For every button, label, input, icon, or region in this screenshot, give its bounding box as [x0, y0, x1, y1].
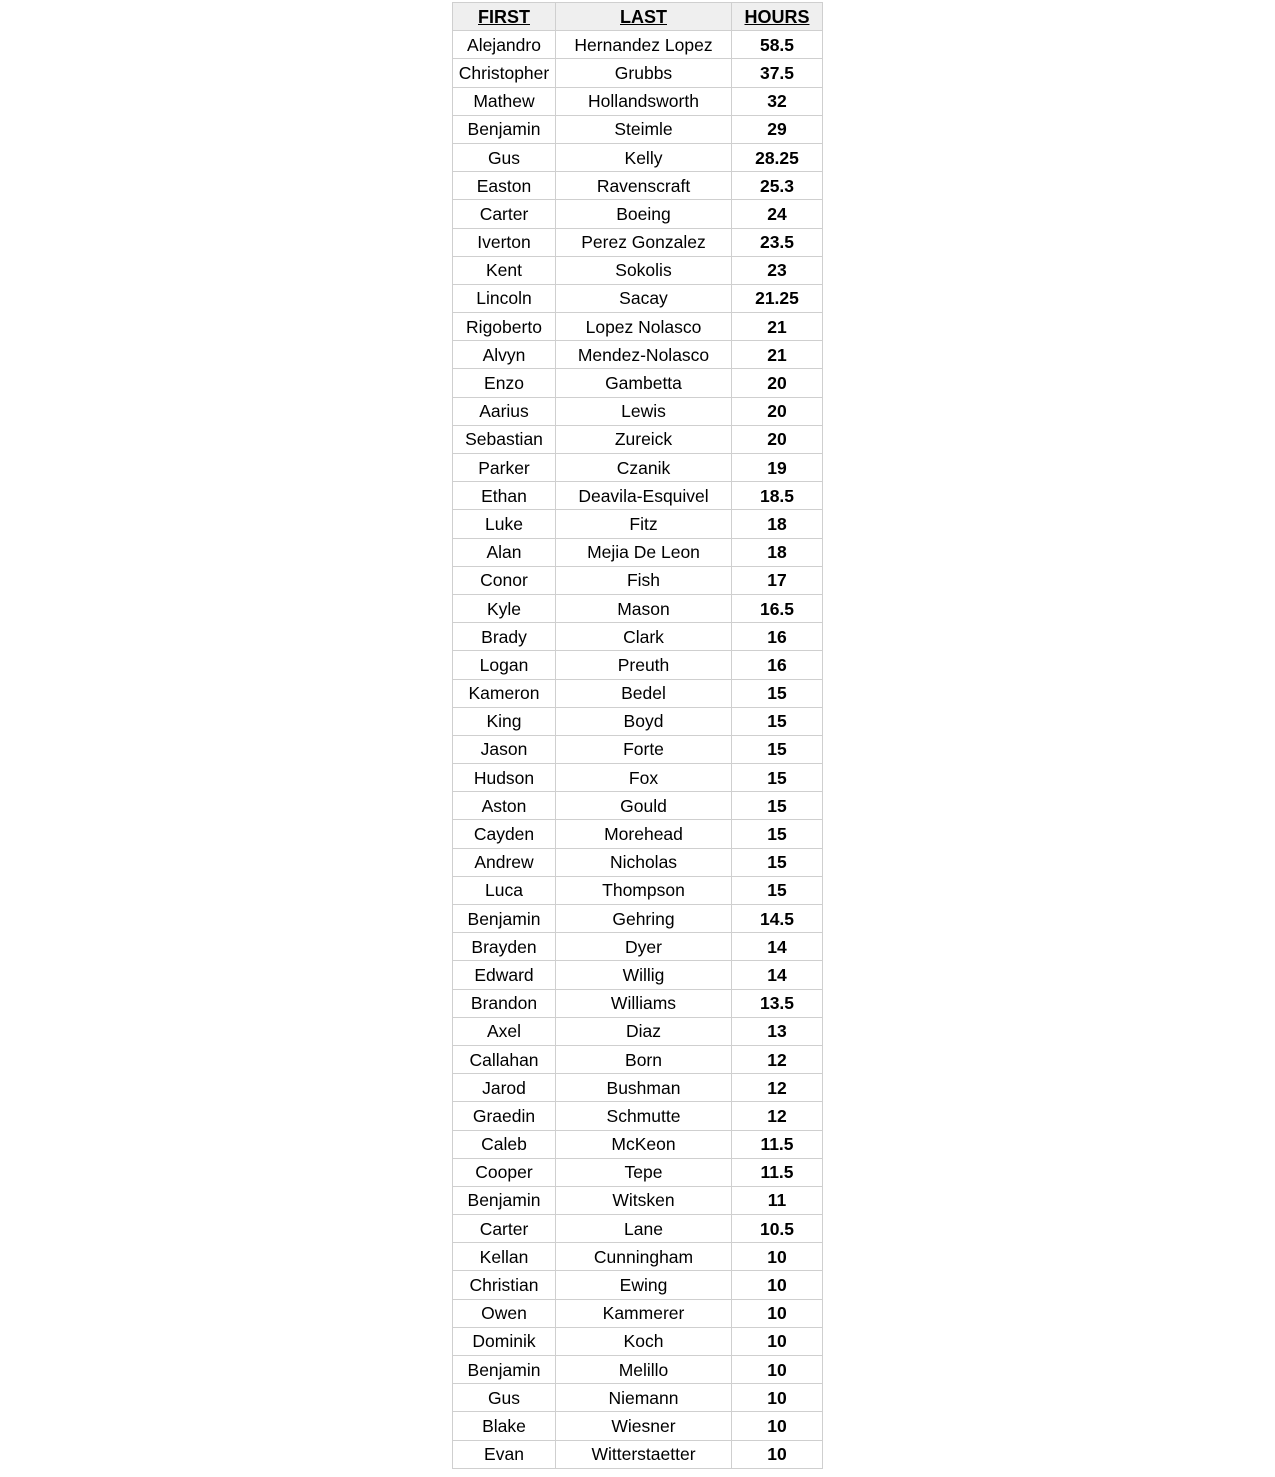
table-row: [453, 1045, 823, 1073]
hours-cell: 14: [732, 933, 823, 961]
hours-cell: 15: [732, 876, 823, 904]
first-name-cell: Easton: [453, 172, 556, 200]
first-name-cell: Hudson: [453, 764, 556, 792]
table-row: [453, 1356, 823, 1384]
table-row: [453, 1327, 823, 1355]
first-name-cell: Benjamin: [453, 1186, 556, 1214]
table-row: [453, 1215, 823, 1243]
last-name-cell: Mejia De Leon: [556, 538, 732, 566]
last-name-cell: McKeon: [556, 1130, 732, 1158]
hours-cell: 29: [732, 115, 823, 143]
table-row: [453, 876, 823, 904]
last-name-cell: Preuth: [556, 651, 732, 679]
first-name-cell: Conor: [453, 566, 556, 594]
first-name-cell: Andrew: [453, 848, 556, 876]
hours-cell: 14.5: [732, 905, 823, 933]
last-name-cell: Perez Gonzalez: [556, 228, 732, 256]
first-name-cell: Brayden: [453, 933, 556, 961]
hours-cell: 16: [732, 651, 823, 679]
column-header-hours: HOURS: [732, 3, 823, 31]
first-name-cell: Luke: [453, 510, 556, 538]
last-name-cell: Willig: [556, 961, 732, 989]
first-name-cell: Dominik: [453, 1327, 556, 1355]
hours-cell: 58.5: [732, 31, 823, 59]
last-name-cell: Dyer: [556, 933, 732, 961]
first-name-cell: Jarod: [453, 1074, 556, 1102]
last-name-cell: Nicholas: [556, 848, 732, 876]
table-row: [453, 989, 823, 1017]
last-name-cell: Niemann: [556, 1384, 732, 1412]
table-row: [453, 454, 823, 482]
last-name-cell: Lopez Nolasco: [556, 313, 732, 341]
first-name-cell: Callahan: [453, 1045, 556, 1073]
hours-cell: 10: [732, 1412, 823, 1440]
table-row: [453, 1017, 823, 1045]
first-name-cell: Rigoberto: [453, 313, 556, 341]
last-name-cell: Mason: [556, 594, 732, 622]
table-row: [453, 961, 823, 989]
table-row: [453, 848, 823, 876]
table-row: [453, 31, 823, 59]
first-name-cell: Enzo: [453, 369, 556, 397]
hours-cell: 10: [732, 1271, 823, 1299]
hours-cell: 18: [732, 510, 823, 538]
first-name-cell: Cooper: [453, 1158, 556, 1186]
table-row: [453, 707, 823, 735]
header-row: [453, 3, 823, 31]
first-name-cell: Gus: [453, 143, 556, 171]
hours-cell: 15: [732, 820, 823, 848]
last-name-cell: Steimle: [556, 115, 732, 143]
first-name-cell: Kent: [453, 256, 556, 284]
hours-cell: 15: [732, 679, 823, 707]
last-name-cell: Gambetta: [556, 369, 732, 397]
table-row: [453, 566, 823, 594]
table-row: [453, 256, 823, 284]
last-name-cell: Sokolis: [556, 256, 732, 284]
first-name-cell: Alan: [453, 538, 556, 566]
hours-cell: 18: [732, 538, 823, 566]
column-header-last: LAST: [556, 3, 732, 31]
hours-cell: 15: [732, 764, 823, 792]
first-name-cell: Benjamin: [453, 905, 556, 933]
first-name-cell: Aarius: [453, 397, 556, 425]
first-name-cell: Ethan: [453, 482, 556, 510]
first-name-cell: Christopher: [453, 59, 556, 87]
first-name-cell: Owen: [453, 1299, 556, 1327]
table-row: [453, 764, 823, 792]
table-row: [453, 623, 823, 651]
last-name-cell: Williams: [556, 989, 732, 1017]
first-name-cell: Evan: [453, 1440, 556, 1468]
hours-cell: 11.5: [732, 1158, 823, 1186]
last-name-cell: Hernandez Lopez: [556, 31, 732, 59]
hours-cell: 15: [732, 735, 823, 763]
last-name-cell: Hollandsworth: [556, 87, 732, 115]
hours-cell: 17: [732, 566, 823, 594]
table-row: [453, 228, 823, 256]
table-row: [453, 425, 823, 453]
hours-cell: 21: [732, 341, 823, 369]
last-name-cell: Gould: [556, 792, 732, 820]
table-row: [453, 59, 823, 87]
hours-cell: 12: [732, 1045, 823, 1073]
hours-cell: 10: [732, 1327, 823, 1355]
table-row: [453, 369, 823, 397]
last-name-cell: Deavila-Esquivel: [556, 482, 732, 510]
first-name-cell: Aston: [453, 792, 556, 820]
hours-cell: 12: [732, 1102, 823, 1130]
hours-cell: 20: [732, 397, 823, 425]
last-name-cell: Witsken: [556, 1186, 732, 1214]
first-name-cell: Jason: [453, 735, 556, 763]
table-row: [453, 594, 823, 622]
first-name-cell: Axel: [453, 1017, 556, 1045]
last-name-cell: Bushman: [556, 1074, 732, 1102]
last-name-cell: Kammerer: [556, 1299, 732, 1327]
hours-cell: 18.5: [732, 482, 823, 510]
last-name-cell: Zureick: [556, 425, 732, 453]
last-name-cell: Wiesner: [556, 1412, 732, 1440]
last-name-cell: Witterstaetter: [556, 1440, 732, 1468]
last-name-cell: Tepe: [556, 1158, 732, 1186]
table-row: [453, 1130, 823, 1158]
first-name-cell: Mathew: [453, 87, 556, 115]
last-name-cell: Clark: [556, 623, 732, 651]
first-name-cell: Kyle: [453, 594, 556, 622]
hours-cell: 10: [732, 1356, 823, 1384]
last-name-cell: Morehead: [556, 820, 732, 848]
table-row: [453, 1158, 823, 1186]
first-name-cell: Benjamin: [453, 115, 556, 143]
first-name-cell: Edward: [453, 961, 556, 989]
hours-table: [452, 2, 823, 1469]
first-name-cell: Christian: [453, 1271, 556, 1299]
table-row: [453, 200, 823, 228]
hours-cell: 16.5: [732, 594, 823, 622]
first-name-cell: Alejandro: [453, 31, 556, 59]
first-name-cell: Carter: [453, 1215, 556, 1243]
last-name-cell: Koch: [556, 1327, 732, 1355]
last-name-cell: Fox: [556, 764, 732, 792]
hours-cell: 10: [732, 1299, 823, 1327]
first-name-cell: Sebastian: [453, 425, 556, 453]
last-name-cell: Lane: [556, 1215, 732, 1243]
table-row: [453, 1243, 823, 1271]
hours-cell: 20: [732, 425, 823, 453]
hours-cell: 13.5: [732, 989, 823, 1017]
first-name-cell: Luca: [453, 876, 556, 904]
table-row: [453, 284, 823, 312]
hours-cell: 13: [732, 1017, 823, 1045]
last-name-cell: Czanik: [556, 454, 732, 482]
table-row: [453, 1412, 823, 1440]
hours-cell: 12: [732, 1074, 823, 1102]
hours-cell: 28.25: [732, 143, 823, 171]
table-row: [453, 1384, 823, 1412]
table-row: [453, 735, 823, 763]
first-name-cell: Carter: [453, 200, 556, 228]
first-name-cell: Kellan: [453, 1243, 556, 1271]
first-name-cell: Alvyn: [453, 341, 556, 369]
table-row: [453, 1299, 823, 1327]
table-row: [453, 510, 823, 538]
last-name-cell: Ravenscraft: [556, 172, 732, 200]
table-row: [453, 341, 823, 369]
first-name-cell: Brady: [453, 623, 556, 651]
last-name-cell: Forte: [556, 735, 732, 763]
table-row: [453, 538, 823, 566]
first-name-cell: Parker: [453, 454, 556, 482]
hours-cell: 23.5: [732, 228, 823, 256]
first-name-cell: Caleb: [453, 1130, 556, 1158]
hours-cell: 21: [732, 313, 823, 341]
last-name-cell: Cunningham: [556, 1243, 732, 1271]
first-name-cell: Cayden: [453, 820, 556, 848]
first-name-cell: Brandon: [453, 989, 556, 1017]
table-row: [453, 820, 823, 848]
last-name-cell: Grubbs: [556, 59, 732, 87]
table-row: [453, 115, 823, 143]
hours-cell: 24: [732, 200, 823, 228]
first-name-cell: Blake: [453, 1412, 556, 1440]
hours-cell: 20: [732, 369, 823, 397]
first-name-cell: Lincoln: [453, 284, 556, 312]
hours-cell: 19: [732, 454, 823, 482]
hours-cell: 21.25: [732, 284, 823, 312]
table-row: [453, 1271, 823, 1299]
hours-cell: 32: [732, 87, 823, 115]
table-row: [453, 1102, 823, 1130]
last-name-cell: Ewing: [556, 1271, 732, 1299]
first-name-cell: Iverton: [453, 228, 556, 256]
last-name-cell: Boeing: [556, 200, 732, 228]
first-name-cell: Kameron: [453, 679, 556, 707]
hours-cell: 15: [732, 848, 823, 876]
first-name-cell: Benjamin: [453, 1356, 556, 1384]
last-name-cell: Born: [556, 1045, 732, 1073]
hours-cell: 10: [732, 1384, 823, 1412]
table-row: [453, 792, 823, 820]
hours-cell: 14: [732, 961, 823, 989]
last-name-cell: Melillo: [556, 1356, 732, 1384]
first-name-cell: King: [453, 707, 556, 735]
hours-cell: 25.3: [732, 172, 823, 200]
last-name-cell: Mendez-Nolasco: [556, 341, 732, 369]
table-row: [453, 1440, 823, 1468]
first-name-cell: Logan: [453, 651, 556, 679]
table-body: [453, 31, 823, 1469]
column-header-first: FIRST: [453, 3, 556, 31]
last-name-cell: Fish: [556, 566, 732, 594]
last-name-cell: Bedel: [556, 679, 732, 707]
table-row: [453, 143, 823, 171]
last-name-cell: Sacay: [556, 284, 732, 312]
table-row: [453, 87, 823, 115]
hours-cell: 10: [732, 1243, 823, 1271]
table-row: [453, 397, 823, 425]
table-row: [453, 172, 823, 200]
table-row: [453, 482, 823, 510]
hours-cell: 10: [732, 1440, 823, 1468]
table-row: [453, 905, 823, 933]
hours-cell: 37.5: [732, 59, 823, 87]
table-row: [453, 1074, 823, 1102]
last-name-cell: Gehring: [556, 905, 732, 933]
hours-cell: 11: [732, 1186, 823, 1214]
table-row: [453, 933, 823, 961]
hours-cell: 23: [732, 256, 823, 284]
hours-cell: 11.5: [732, 1130, 823, 1158]
last-name-cell: Thompson: [556, 876, 732, 904]
last-name-cell: Lewis: [556, 397, 732, 425]
first-name-cell: Gus: [453, 1384, 556, 1412]
table-row: [453, 679, 823, 707]
last-name-cell: Boyd: [556, 707, 732, 735]
table-row: [453, 651, 823, 679]
hours-cell: 10.5: [732, 1215, 823, 1243]
table-row: [453, 313, 823, 341]
last-name-cell: Fitz: [556, 510, 732, 538]
hours-cell: 15: [732, 792, 823, 820]
last-name-cell: Schmutte: [556, 1102, 732, 1130]
table-row: [453, 1186, 823, 1214]
hours-cell: 16: [732, 623, 823, 651]
last-name-cell: Kelly: [556, 143, 732, 171]
first-name-cell: Graedin: [453, 1102, 556, 1130]
hours-cell: 15: [732, 707, 823, 735]
last-name-cell: Diaz: [556, 1017, 732, 1045]
